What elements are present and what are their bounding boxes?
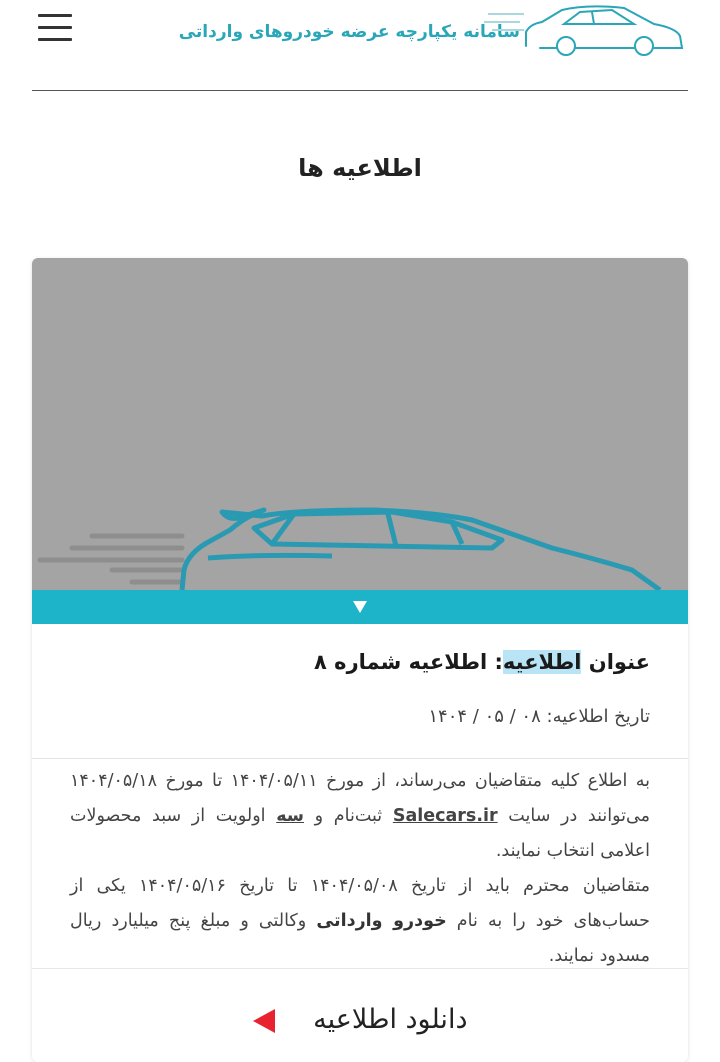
notice-title-rest: : اطلاعیه شماره ۸ <box>314 650 503 674</box>
play-arrow-icon[interactable] <box>253 1009 275 1033</box>
card-separator <box>32 758 688 759</box>
car-illustration-icon <box>32 258 688 590</box>
download-notice-button[interactable] <box>32 1004 688 1035</box>
notice-date-value: ۰۸ / ۰۵ / ۱۴۰۴ <box>428 706 541 727</box>
notice-title-prefix: عنوان <box>588 650 650 674</box>
paragraph-1-middle: ثبت‌نام و <box>304 806 393 826</box>
notice-date-label: تاریخ اطلاعیه: <box>546 706 650 727</box>
car-outline-logo-icon[interactable] <box>484 2 684 56</box>
download-separator <box>32 968 688 969</box>
notice-title <box>314 650 650 674</box>
paragraph-1-text: به اطلاع کلیه متقاضیان می‌رساند، از مورخ ۱۴۰۴/۰۵/۱۱ تا مورخ ۱۴۰۴/۰۵/۱۸ می‌توانند در سایت <box>70 771 650 826</box>
notice-date <box>428 706 650 727</box>
notice-image <box>32 258 688 590</box>
salecars-link[interactable]: Salecars.ir <box>392 806 498 826</box>
paragraph-2-end: وکالتی و مبلغ پنج میلیارد ریال مسدود نمایند. <box>70 911 650 966</box>
hamburger-menu-icon[interactable] <box>38 14 72 42</box>
chevron-down-icon[interactable] <box>353 601 367 613</box>
header-divider <box>32 90 688 91</box>
page-title: اطلاعیه ها <box>298 154 422 182</box>
download-label[interactable]: دانلود اطلاعیه <box>313 1004 468 1035</box>
notice-paragraph-1 <box>70 764 650 869</box>
notice-card <box>32 258 688 1062</box>
paragraph-2-text: متقاضیان محترم باید از تاریخ ۱۴۰۴/۰۵/۰۸ تا تاریخ ۱۴۰۴/۰۵/۱۶ یکی از حساب‌های خود را به نام <box>70 876 651 931</box>
notice-paragraph-2 <box>70 869 650 974</box>
three-priorities-link[interactable]: سه <box>276 806 305 826</box>
site-brand-title[interactable]: سامانه یکپارچه عرضه خودروهای وارداتی <box>178 22 520 42</box>
imported-car-bold: خودرو وارداتی <box>316 911 447 931</box>
notice-body <box>70 764 650 974</box>
expand-toggle-bar[interactable] <box>32 590 688 624</box>
notice-title-highlight: اطلاعیه <box>502 650 582 674</box>
paragraph-1-end: اولویت از سبد محصولات اعلامی انتخاب نمایند. <box>70 806 650 861</box>
site-header <box>0 0 720 92</box>
